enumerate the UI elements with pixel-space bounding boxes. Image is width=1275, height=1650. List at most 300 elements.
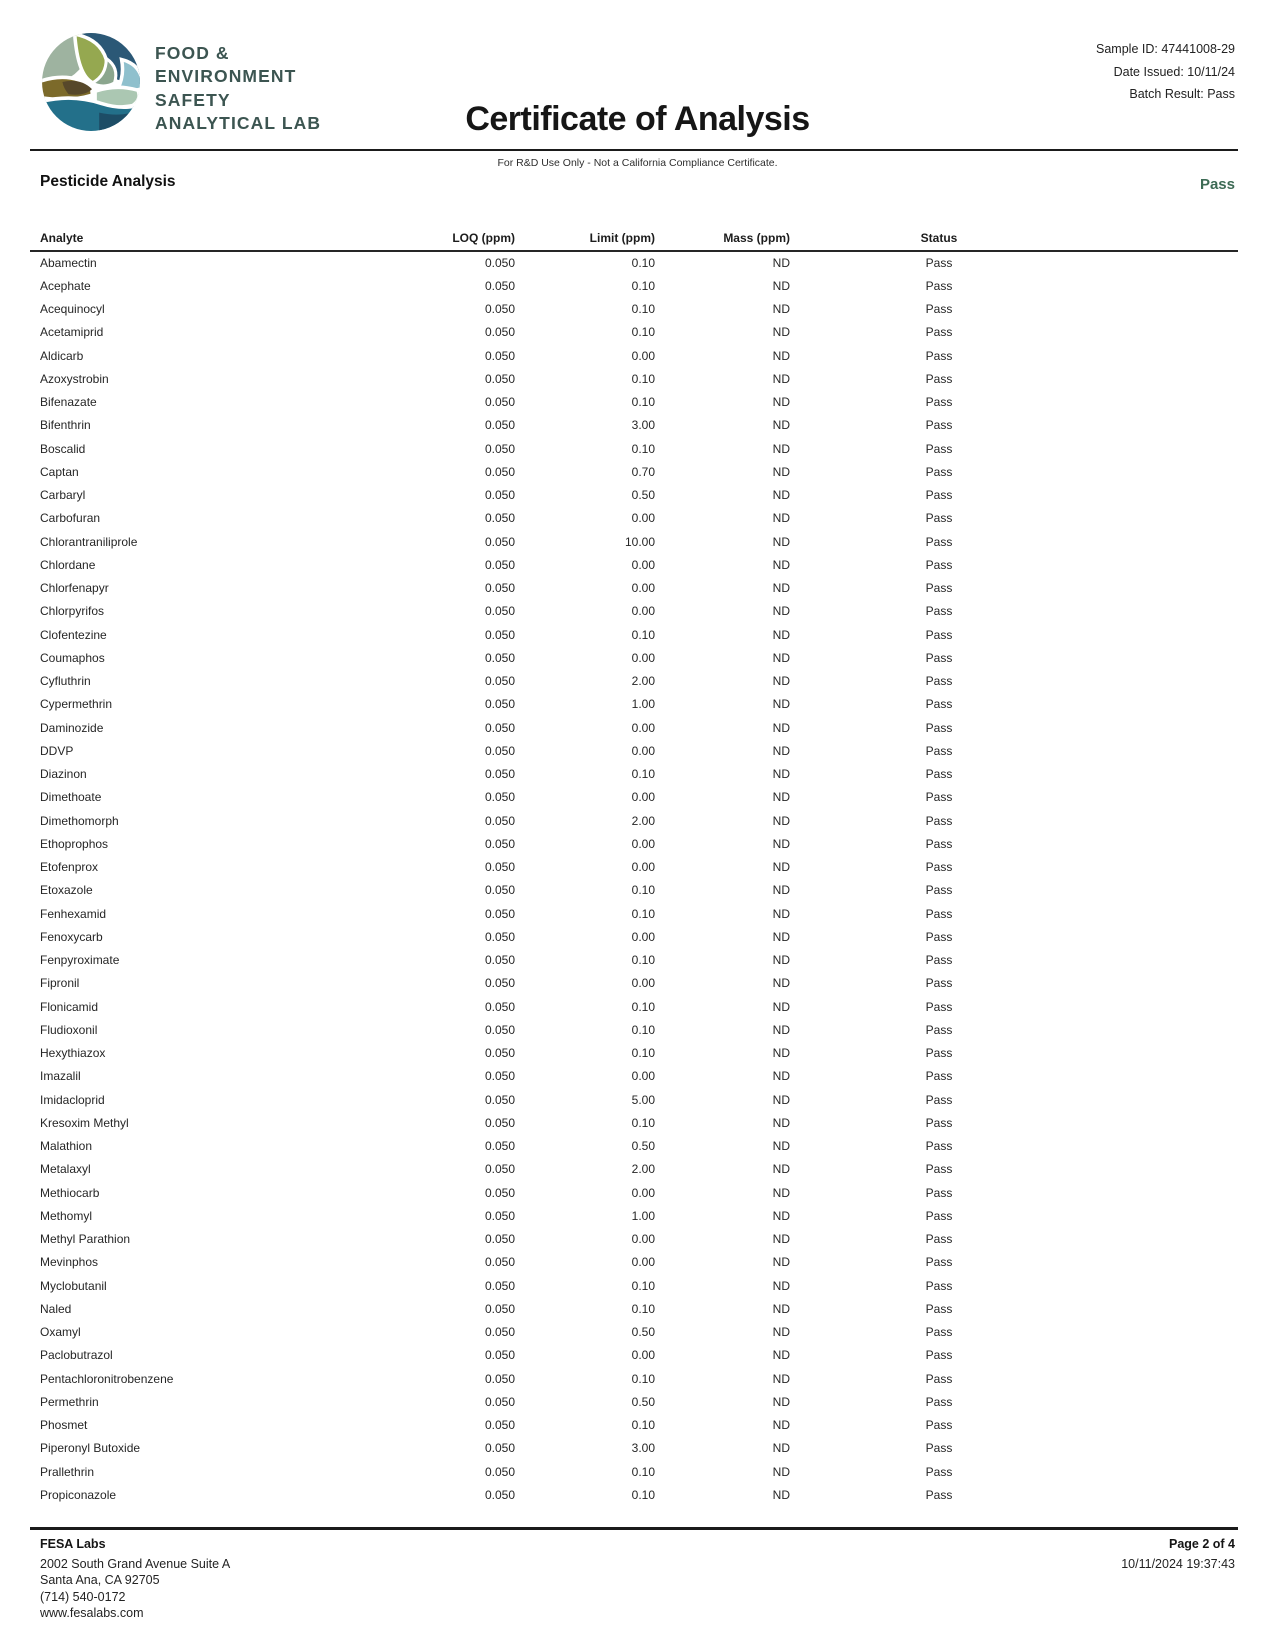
cell-analyte: Clofentezine [40, 627, 107, 642]
table-row [30, 879, 1238, 902]
cell-status: Pass [925, 302, 953, 317]
cell-status: Pass [925, 1185, 953, 1200]
column-header-spacer [1088, 228, 1238, 251]
date-issued: Date Issued: 10/11/24 [1113, 64, 1235, 79]
cell-status: Pass [925, 1301, 953, 1316]
cell-mass: ND [772, 418, 790, 433]
cell-mass: ND [772, 464, 790, 479]
cell-analyte: Acequinocyl [40, 302, 105, 317]
cell-mass: ND [772, 1232, 790, 1247]
cell-limit: 0.10 [631, 1022, 655, 1037]
cell-spacer [1088, 1158, 1238, 1181]
cell-spacer [1088, 786, 1238, 809]
cell-mass: ND [772, 860, 790, 875]
cell-loq: 0.050 [484, 1418, 515, 1433]
cell-mass: ND [772, 488, 790, 503]
cell-limit: 0.10 [631, 1278, 655, 1293]
cell-status: Pass [925, 1278, 953, 1293]
cell-analyte: Daminozide [40, 720, 104, 735]
cell-mass: ND [772, 1208, 790, 1223]
table-row [30, 739, 1238, 762]
table-row [30, 298, 1238, 321]
table-row [30, 1414, 1238, 1437]
cell-analyte: Propiconazole [40, 1487, 117, 1502]
cell-mass: ND [772, 720, 790, 735]
cell-analyte: Hexythiazox [40, 1046, 106, 1061]
cell-spacer [1088, 1414, 1238, 1437]
footer-divider [30, 1527, 1238, 1530]
table-row [30, 856, 1238, 879]
cell-loq: 0.050 [484, 1022, 515, 1037]
cell-status: Pass [925, 1348, 953, 1363]
cell-loq: 0.050 [484, 790, 515, 805]
cell-limit: 2.00 [631, 1162, 655, 1177]
cell-loq: 0.050 [484, 999, 515, 1014]
cell-loq: 0.050 [484, 278, 515, 293]
cell-loq: 0.050 [484, 1301, 515, 1316]
cell-limit: 0.50 [631, 1139, 655, 1154]
cell-status: Pass [925, 348, 953, 363]
cell-loq: 0.050 [484, 534, 515, 549]
cell-spacer [1088, 902, 1238, 925]
cell-limit: 2.00 [631, 674, 655, 689]
cell-loq: 0.050 [484, 1278, 515, 1293]
cell-status: Pass [925, 1464, 953, 1479]
cell-loq: 0.050 [484, 883, 515, 898]
cell-mass: ND [772, 1487, 790, 1502]
cell-mass: ND [772, 999, 790, 1014]
table-row [30, 902, 1238, 925]
cell-analyte: Mevinphos [40, 1255, 99, 1270]
cell-status: Pass [925, 627, 953, 642]
table-row [30, 1204, 1238, 1227]
footer-address-line: (714) 540-0172 [40, 1589, 126, 1604]
cell-limit: 10.00 [624, 534, 655, 549]
cell-mass: ND [772, 929, 790, 944]
cell-analyte: Chlorfenapyr [40, 581, 109, 596]
cell-loq: 0.050 [484, 1185, 515, 1200]
cell-limit: 0.00 [631, 1255, 655, 1270]
pesticide-analysis-table [30, 228, 1238, 1507]
cell-analyte: Etoxazole [40, 883, 93, 898]
cell-analyte: Ethoprophos [40, 836, 109, 851]
footer-timestamp: 10/11/2024 19:37:43 [1121, 1557, 1235, 1571]
cell-loq: 0.050 [484, 1162, 515, 1177]
cell-limit: 0.10 [631, 1371, 655, 1386]
table-row [30, 1321, 1238, 1344]
cell-status: Pass [925, 511, 953, 526]
cell-spacer [1088, 344, 1238, 367]
cell-mass: ND [772, 767, 790, 782]
cell-status: Pass [925, 1092, 953, 1107]
cell-loq: 0.050 [484, 976, 515, 991]
cell-loq: 0.050 [484, 720, 515, 735]
cell-loq: 0.050 [484, 697, 515, 712]
cell-analyte: Chlorpyrifos [40, 604, 105, 619]
cell-analyte: Oxamyl [40, 1325, 81, 1340]
cell-spacer [1088, 809, 1238, 832]
table-row [30, 646, 1238, 669]
cell-status: Pass [925, 697, 953, 712]
cell-limit: 0.10 [631, 256, 655, 271]
cell-spacer [1088, 739, 1238, 762]
cell-status: Pass [925, 674, 953, 689]
cell-status: Pass [925, 371, 953, 386]
table-row [30, 972, 1238, 995]
cell-limit: 0.00 [631, 790, 655, 805]
cell-spacer [1088, 995, 1238, 1018]
cell-spacer [1088, 1367, 1238, 1390]
cell-spacer [1088, 832, 1238, 855]
cell-analyte: Metalaxyl [40, 1162, 91, 1177]
cell-spacer [1088, 577, 1238, 600]
cell-analyte: Methiocarb [40, 1185, 100, 1200]
cell-loq: 0.050 [484, 1325, 515, 1340]
cell-analyte: Paclobutrazol [40, 1348, 113, 1363]
cell-spacer [1088, 856, 1238, 879]
cell-analyte: Carbaryl [40, 488, 86, 503]
cell-loq: 0.050 [484, 836, 515, 851]
cell-loq: 0.050 [484, 1348, 515, 1363]
cell-analyte: Fenpyroximate [40, 953, 120, 968]
column-header-analyte: Analyte [30, 228, 365, 251]
cell-spacer [1088, 298, 1238, 321]
cell-spacer [1088, 600, 1238, 623]
cell-mass: ND [772, 1418, 790, 1433]
lab-wordmark-line: FOOD & [155, 43, 230, 63]
cell-analyte: Cypermethrin [40, 697, 113, 712]
cell-loq: 0.050 [484, 743, 515, 758]
cell-spacer [1088, 530, 1238, 553]
cell-limit: 0.10 [631, 627, 655, 642]
cell-limit: 0.10 [631, 767, 655, 782]
cell-loq: 0.050 [484, 1208, 515, 1223]
table-row [30, 1251, 1238, 1274]
footer-website: www.fesalabs.com [40, 1605, 144, 1620]
cell-spacer [1088, 1181, 1238, 1204]
cell-spacer [1088, 763, 1238, 786]
cell-loq: 0.050 [484, 557, 515, 572]
cell-loq: 0.050 [484, 767, 515, 782]
sample-meta [1096, 38, 1235, 106]
cell-spacer [1088, 879, 1238, 902]
table-row [30, 1018, 1238, 1041]
cell-spacer [1088, 1065, 1238, 1088]
cell-analyte: Naled [40, 1301, 72, 1316]
cell-spacer [1088, 391, 1238, 414]
cell-mass: ND [772, 1022, 790, 1037]
table-row [30, 1390, 1238, 1413]
cell-limit: 0.50 [631, 488, 655, 503]
cell-spacer [1088, 367, 1238, 390]
cell-limit: 0.00 [631, 720, 655, 735]
header-divider [30, 149, 1238, 151]
cell-mass: ND [772, 395, 790, 410]
table-row [30, 344, 1238, 367]
table-header-row [30, 228, 1238, 251]
cell-status: Pass [925, 1139, 953, 1154]
cell-status: Pass [925, 767, 953, 782]
table-row [30, 484, 1238, 507]
cell-limit: 0.50 [631, 1394, 655, 1409]
cell-status: Pass [925, 1232, 953, 1247]
column-header-limit: Limit (ppm) [515, 228, 655, 251]
cell-status: Pass [925, 650, 953, 665]
cell-mass: ND [772, 256, 790, 271]
cell-limit: 0.10 [631, 278, 655, 293]
cell-spacer [1088, 972, 1238, 995]
cell-mass: ND [772, 1162, 790, 1177]
table-row [30, 1042, 1238, 1065]
cell-spacer [1088, 693, 1238, 716]
table-row [30, 1367, 1238, 1390]
cell-loq: 0.050 [484, 953, 515, 968]
cell-mass: ND [772, 1371, 790, 1386]
cell-analyte: Myclobutanil [40, 1278, 107, 1293]
cell-analyte: Pentachloronitrobenzene [40, 1371, 174, 1386]
cell-limit: 0.00 [631, 1232, 655, 1247]
cell-limit: 0.10 [631, 1115, 655, 1130]
cell-spacer [1088, 1088, 1238, 1111]
cell-loq: 0.050 [484, 650, 515, 665]
cell-limit: 1.00 [631, 697, 655, 712]
cell-loq: 0.050 [484, 488, 515, 503]
cell-limit: 0.00 [631, 650, 655, 665]
cell-analyte: Dimethoate [40, 790, 102, 805]
cell-mass: ND [772, 674, 790, 689]
cell-loq: 0.050 [484, 348, 515, 363]
cell-status: Pass [925, 743, 953, 758]
cell-analyte: Malathion [40, 1139, 93, 1154]
footer-lab-name: FESA Labs [40, 1537, 106, 1551]
cell-limit: 0.10 [631, 441, 655, 456]
cell-mass: ND [772, 371, 790, 386]
cell-spacer [1088, 1460, 1238, 1483]
cell-analyte: Azoxystrobin [40, 371, 109, 386]
cell-status: Pass [925, 464, 953, 479]
cell-loq: 0.050 [484, 325, 515, 340]
cell-analyte: Prallethrin [40, 1464, 95, 1479]
cell-mass: ND [772, 302, 790, 317]
cell-status: Pass [925, 976, 953, 991]
cell-status: Pass [925, 1487, 953, 1502]
cell-spacer [1088, 1321, 1238, 1344]
cell-loq: 0.050 [484, 860, 515, 875]
cell-analyte: Boscalid [40, 441, 86, 456]
cell-spacer [1088, 437, 1238, 460]
footer-address-line: Santa Ana, CA 92705 [40, 1573, 160, 1588]
cell-analyte: Bifenthrin [40, 418, 91, 433]
cell-limit: 0.10 [631, 371, 655, 386]
cell-mass: ND [772, 836, 790, 851]
lab-wordmark-line: ENVIRONMENT [155, 66, 297, 87]
cell-loq: 0.050 [484, 906, 515, 921]
document-title: Certificate of Analysis [465, 100, 810, 138]
cell-limit: 0.00 [631, 929, 655, 944]
cell-analyte: Dimethomorph [40, 813, 119, 828]
table-row [30, 367, 1238, 390]
cell-mass: ND [772, 813, 790, 828]
cell-limit: 0.10 [631, 883, 655, 898]
cell-limit: 0.00 [631, 743, 655, 758]
cell-status: Pass [925, 1441, 953, 1456]
cell-mass: ND [772, 697, 790, 712]
cell-loq: 0.050 [484, 1464, 515, 1479]
cell-loq: 0.050 [484, 302, 515, 317]
cell-limit: 0.00 [631, 511, 655, 526]
cell-status: Pass [925, 1255, 953, 1270]
cell-spacer [1088, 1228, 1238, 1251]
document-subtitle: For R&D Use Only - Not a California Compliance Certificate. [497, 157, 778, 169]
table-row [30, 391, 1238, 414]
cell-limit: 2.00 [631, 813, 655, 828]
cell-limit: 0.00 [631, 976, 655, 991]
cell-limit: 0.10 [631, 953, 655, 968]
cell-loq: 0.050 [484, 627, 515, 642]
cell-analyte: Imidacloprid [40, 1092, 105, 1107]
cell-loq: 0.050 [484, 371, 515, 386]
section-title: Pesticide Analysis [40, 173, 176, 190]
cell-analyte: Imazalil [40, 1069, 81, 1084]
table-row [30, 995, 1238, 1018]
cell-status: Pass [925, 278, 953, 293]
table-row [30, 1065, 1238, 1088]
cell-loq: 0.050 [484, 1232, 515, 1247]
cell-mass: ND [772, 1394, 790, 1409]
cell-mass: ND [772, 557, 790, 572]
cell-mass: ND [772, 1278, 790, 1293]
cell-spacer [1088, 1111, 1238, 1134]
cell-spacer [1088, 484, 1238, 507]
cell-mass: ND [772, 650, 790, 665]
cell-status: Pass [925, 813, 953, 828]
footer-address-line: 2002 South Grand Avenue Suite A [40, 1557, 231, 1571]
cell-status: Pass [925, 1022, 953, 1037]
cell-mass: ND [772, 743, 790, 758]
cell-spacer [1088, 623, 1238, 646]
cell-analyte: Permethrin [40, 1394, 99, 1409]
cell-spacer [1088, 1018, 1238, 1041]
cell-mass: ND [772, 790, 790, 805]
cell-limit: 1.00 [631, 1208, 655, 1223]
cell-analyte: Aldicarb [40, 348, 84, 363]
cell-loq: 0.050 [484, 1487, 515, 1502]
table-row [30, 1181, 1238, 1204]
cell-spacer [1088, 1483, 1238, 1506]
cell-loq: 0.050 [484, 1255, 515, 1270]
cell-limit: 0.00 [631, 348, 655, 363]
cell-analyte: Abamectin [40, 256, 97, 271]
cell-limit: 0.10 [631, 1464, 655, 1479]
footer-page-number: Page 2 of 4 [1169, 1537, 1235, 1551]
cell-spacer [1088, 1390, 1238, 1413]
cell-mass: ND [772, 534, 790, 549]
cell-status: Pass [925, 395, 953, 410]
cell-loq: 0.050 [484, 1092, 515, 1107]
cell-mass: ND [772, 1092, 790, 1107]
table-row [30, 786, 1238, 809]
cell-mass: ND [772, 976, 790, 991]
cell-status: Pass [925, 557, 953, 572]
cell-analyte: Methomyl [40, 1208, 93, 1223]
cell-status: Pass [925, 1208, 953, 1223]
table-row [30, 670, 1238, 693]
cell-loq: 0.050 [484, 604, 515, 619]
cell-status: Pass [925, 1325, 953, 1340]
cell-loq: 0.050 [484, 464, 515, 479]
cell-mass: ND [772, 1139, 790, 1154]
cell-spacer [1088, 1251, 1238, 1274]
cell-mass: ND [772, 278, 790, 293]
cell-spacer [1088, 1204, 1238, 1227]
cell-mass: ND [772, 1348, 790, 1363]
table-row [30, 1483, 1238, 1506]
cell-mass: ND [772, 348, 790, 363]
cell-loq: 0.050 [484, 1069, 515, 1084]
cell-mass: ND [772, 1325, 790, 1340]
cell-status: Pass [925, 256, 953, 271]
cell-status: Pass [925, 790, 953, 805]
table-row [30, 507, 1238, 530]
cell-analyte: Piperonyl Butoxide [40, 1441, 141, 1456]
cell-status: Pass [925, 325, 953, 340]
table-row [30, 832, 1238, 855]
cell-spacer [1088, 460, 1238, 483]
cell-analyte: Fenoxycarb [40, 929, 103, 944]
section-status-badge: Pass [1199, 176, 1235, 193]
cell-spacer [1088, 716, 1238, 739]
cell-analyte: Phosmet [40, 1418, 88, 1433]
table-row [30, 763, 1238, 786]
cell-status: Pass [925, 836, 953, 851]
pesticide-table-body [30, 251, 1238, 1507]
cell-limit: 0.10 [631, 1046, 655, 1061]
table-row [30, 321, 1238, 344]
cell-limit: 0.10 [631, 906, 655, 921]
column-header-mass: Mass (ppm) [655, 228, 790, 251]
cell-spacer [1088, 1297, 1238, 1320]
cell-analyte: Fludioxonil [40, 1022, 98, 1037]
cell-status: Pass [925, 999, 953, 1014]
cell-analyte: Carbofuran [40, 511, 101, 526]
table-row [30, 1297, 1238, 1320]
cell-analyte: DDVP [40, 743, 74, 758]
cell-spacer [1088, 1437, 1238, 1460]
table-row [30, 623, 1238, 646]
cell-spacer [1088, 507, 1238, 530]
cell-spacer [1088, 670, 1238, 693]
table-row [30, 251, 1238, 274]
cell-mass: ND [772, 325, 790, 340]
cell-status: Pass [925, 1069, 953, 1084]
cell-limit: 0.00 [631, 604, 655, 619]
cell-spacer [1088, 414, 1238, 437]
cell-status: Pass [925, 1371, 953, 1386]
table-row [30, 1111, 1238, 1134]
table-row [30, 1088, 1238, 1111]
cell-spacer [1088, 925, 1238, 948]
cell-loq: 0.050 [484, 1441, 515, 1456]
cell-spacer [1088, 274, 1238, 297]
cell-status: Pass [925, 1046, 953, 1061]
cell-mass: ND [772, 883, 790, 898]
cell-limit: 0.00 [631, 1185, 655, 1200]
cell-status: Pass [925, 953, 953, 968]
cell-loq: 0.050 [484, 418, 515, 433]
cell-analyte: Bifenazate [40, 395, 97, 410]
cell-limit: 0.00 [631, 1069, 655, 1084]
table-row [30, 437, 1238, 460]
